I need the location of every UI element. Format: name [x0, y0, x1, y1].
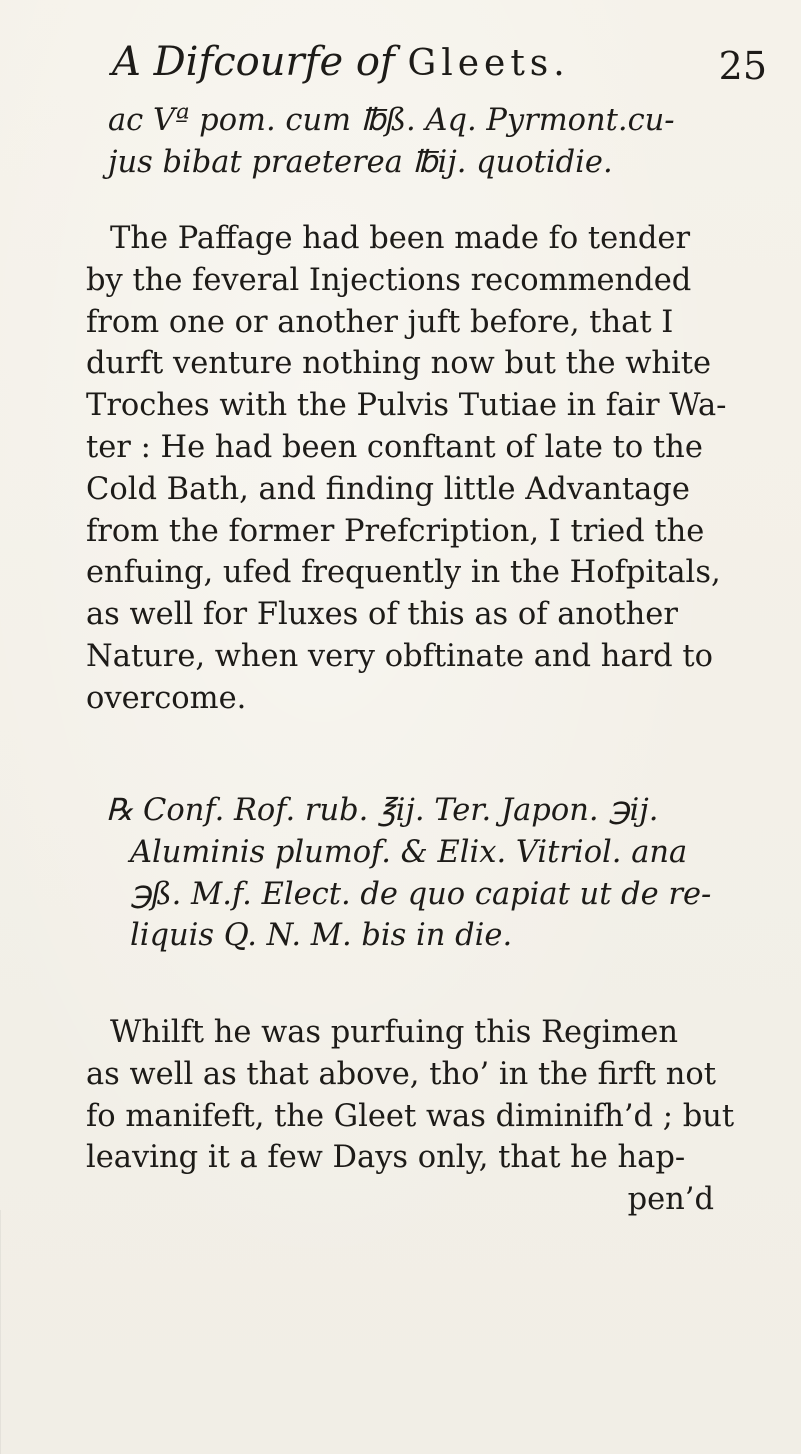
page-edge-shadow [0, 1210, 41, 1454]
text-line: Nature, when very obftinate and hard to [86, 638, 714, 674]
text-line: Whilft he was purfuing this Regimen [110, 1015, 678, 1050]
text-line: ter : He had been conftant of late to the [86, 429, 703, 465]
text-line: as well for Fluxes of this as of another [86, 597, 678, 633]
text-line: Cold Bath, and finding little Advantage [86, 471, 690, 507]
running-title-part1: A Difcourfe [112, 39, 344, 85]
text-line: The Paffage had been made fo tender [110, 221, 691, 256]
paragraph-1 [86, 218, 766, 720]
text-line: Aluminis plumof. & Elix. Vitriol. ana [130, 834, 688, 870]
text-line: overcome. [86, 680, 247, 716]
text-line: liquis Q. N. M. bis in die. [130, 918, 513, 954]
text-line: jus bibat praeterea ℔ij. quotidie. [108, 144, 613, 180]
text-line: from the former Prefcription, I tried the [86, 513, 705, 549]
running-title-part3: Gleets. [407, 43, 570, 84]
running-title [112, 38, 570, 88]
running-title-part2: of [355, 39, 395, 85]
text-line: ℈ß. M.f. Elect. de quo capiat ut de re- [130, 876, 712, 912]
text-line: from one or another juft before, that I [86, 304, 674, 340]
paragraph-2 [86, 1012, 766, 1221]
text-line: durft venture nothing now but the white [86, 346, 712, 382]
text-line: fo manifeft, the Gleet was diminifh’d ; but [86, 1098, 735, 1134]
text-line: leaving it a few Days only, that he hap- [86, 1140, 686, 1176]
catchword: pen’d [627, 1182, 714, 1218]
text-line: enfuing, ufed frequently in the Hofpitals, [86, 555, 721, 591]
text-line: as well as that above, tho’ in the firft not [86, 1056, 717, 1092]
text-line: ℞ Conf. Rof. rub. ℥ij. Ter. Japon. ℈ij. [106, 793, 659, 828]
text-line: by the feveral Injections recommended [86, 262, 692, 298]
page-header [0, 36, 801, 96]
text-line: ac Vª pom. cum ℔ß. Aq. Pyrmont.cu- [108, 103, 675, 138]
page-number: 25 [718, 44, 767, 88]
prescription [106, 790, 786, 957]
text-line: Troches with the Pulvis Tutiae in fair Wa- [86, 388, 727, 424]
latin-continuation [108, 100, 788, 184]
